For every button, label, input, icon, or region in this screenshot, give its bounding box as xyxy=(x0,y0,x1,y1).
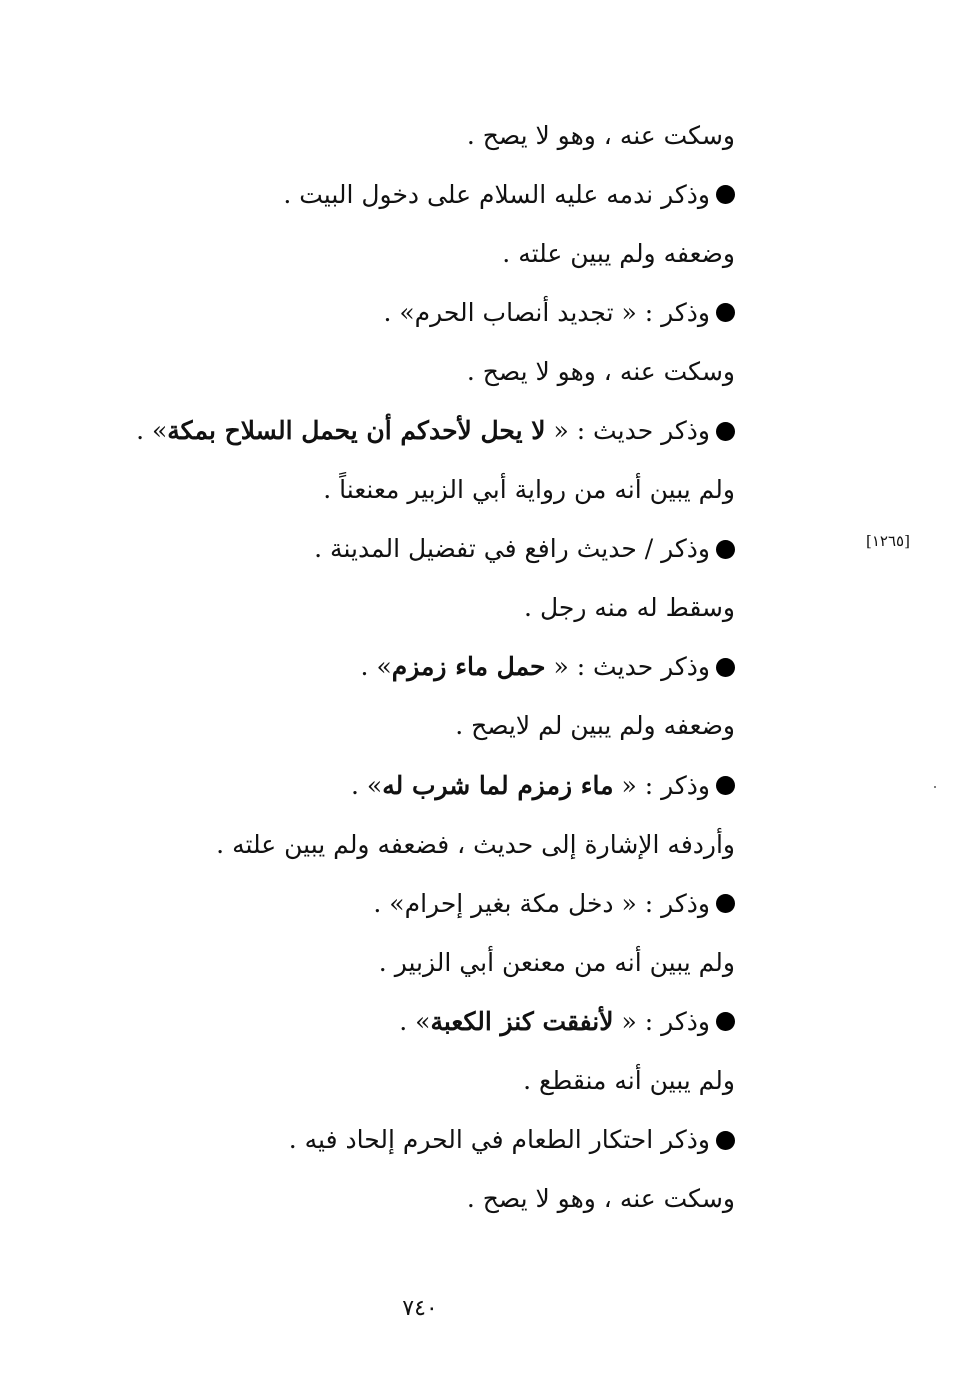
line-text xyxy=(524,583,735,633)
bold-hadith-text: حمل ماء زمزم xyxy=(391,652,546,682)
line-text xyxy=(467,1174,735,1224)
commentary-line xyxy=(140,1170,735,1229)
bullet-icon xyxy=(716,1131,735,1150)
line-text xyxy=(283,170,710,220)
bulleted-entry-line xyxy=(136,401,735,460)
bullet-icon xyxy=(716,422,735,441)
text-segment: وأردفه الإشارة إلى حديث ، فضعفه ولم يبين علته . xyxy=(216,829,735,859)
margin-reference-number: [١٢٦٥] xyxy=(866,532,910,550)
bold-hadith-text: ماء زمزم لما شرب له xyxy=(382,770,614,800)
commentary-line xyxy=(140,579,735,638)
bulleted-entry-line xyxy=(140,283,735,342)
line-text xyxy=(314,524,710,574)
text-segment: ولم يبين أنه من معنعن أبي الزبير . xyxy=(378,947,735,977)
text-segment: وضعفه ولم يبين لم لايصح . xyxy=(455,711,735,741)
line-text xyxy=(373,879,710,929)
text-segment: ولم يبين أنه منقطع . xyxy=(523,1066,735,1096)
line-text xyxy=(523,1056,735,1106)
text-segment: وذكر ندمه عليه السلام على دخول البيت . xyxy=(283,179,710,209)
text-segment: وذكر حديث : « xyxy=(545,416,710,446)
text-segment: وذكر / حديث رافع في تفضيل المدينة . xyxy=(314,534,710,564)
bulleted-entry-line xyxy=(140,756,735,815)
text-segment: » . xyxy=(360,652,392,682)
text-segment: ولم يبين أنه من رواية أبي الزبير معنعناً . xyxy=(323,475,735,505)
line-text xyxy=(399,997,710,1047)
line-text xyxy=(379,938,735,988)
line-text xyxy=(455,701,735,751)
bold-hadith-text: لأنفقت كنز الكعبة xyxy=(430,1006,614,1036)
text-segment: وسكت عنه ، وهو لا يصح . xyxy=(466,1184,735,1214)
commentary-line xyxy=(140,933,735,992)
bullet-icon xyxy=(716,540,735,559)
bullet-icon xyxy=(716,303,735,322)
line-text xyxy=(136,406,710,456)
text-segment: وذكر احتكار الطعام في الحرم إلحاد فيه . xyxy=(288,1125,710,1155)
commentary-line xyxy=(140,342,735,401)
text-segment: وذكر : « xyxy=(613,770,710,800)
body-text xyxy=(136,106,735,1229)
bulleted-entry-line xyxy=(140,165,735,224)
bullet-icon xyxy=(716,185,735,204)
text-segment: » . xyxy=(351,770,383,800)
bulleted-entry-line xyxy=(140,992,735,1051)
line-text xyxy=(467,111,735,161)
line-text xyxy=(216,820,735,870)
scan-speck xyxy=(934,786,936,788)
text-segment: وذكر : « تجديد أنصاب الحرم» . xyxy=(383,297,710,327)
text-segment: وسكت عنه ، وهو لا يصح . xyxy=(466,356,735,386)
bulleted-entry-line xyxy=(140,520,735,579)
line-text xyxy=(323,465,735,515)
line-text xyxy=(361,642,710,692)
commentary-line xyxy=(140,697,735,756)
text-segment: » . xyxy=(399,1006,431,1036)
line-text xyxy=(467,347,735,397)
commentary-line xyxy=(140,224,735,283)
text-segment: وذكر : « xyxy=(613,1006,710,1036)
bulleted-entry-line xyxy=(140,874,735,933)
line-text xyxy=(289,1115,710,1165)
line-text xyxy=(502,229,735,279)
bullet-icon xyxy=(716,776,735,795)
text-segment: وسقط له منه رجل . xyxy=(524,593,735,623)
line-text xyxy=(351,761,710,811)
text-segment: وذكر حديث : « xyxy=(545,652,710,682)
page-number: ٧٤٠ xyxy=(402,1296,438,1321)
text-segment: » . xyxy=(136,416,168,446)
bullet-icon xyxy=(716,658,735,677)
bulleted-entry-line xyxy=(140,1111,735,1170)
bulleted-entry-line xyxy=(140,638,735,697)
commentary-line xyxy=(140,461,735,520)
bullet-icon xyxy=(716,894,735,913)
commentary-line xyxy=(140,815,735,874)
commentary-line xyxy=(140,1052,735,1111)
commentary-line xyxy=(140,106,735,165)
text-segment: وضعفه ولم يبين علته . xyxy=(502,238,735,268)
text-segment: وسكت عنه ، وهو لا يصح . xyxy=(466,120,735,150)
line-text xyxy=(383,288,710,338)
bullet-icon xyxy=(716,1012,735,1031)
bold-hadith-text: لا يحل لأحدكم أن يحمل السلاح بمكة xyxy=(167,416,546,446)
text-segment: وذكر : « دخل مكة بغير إحرام» . xyxy=(373,888,710,918)
